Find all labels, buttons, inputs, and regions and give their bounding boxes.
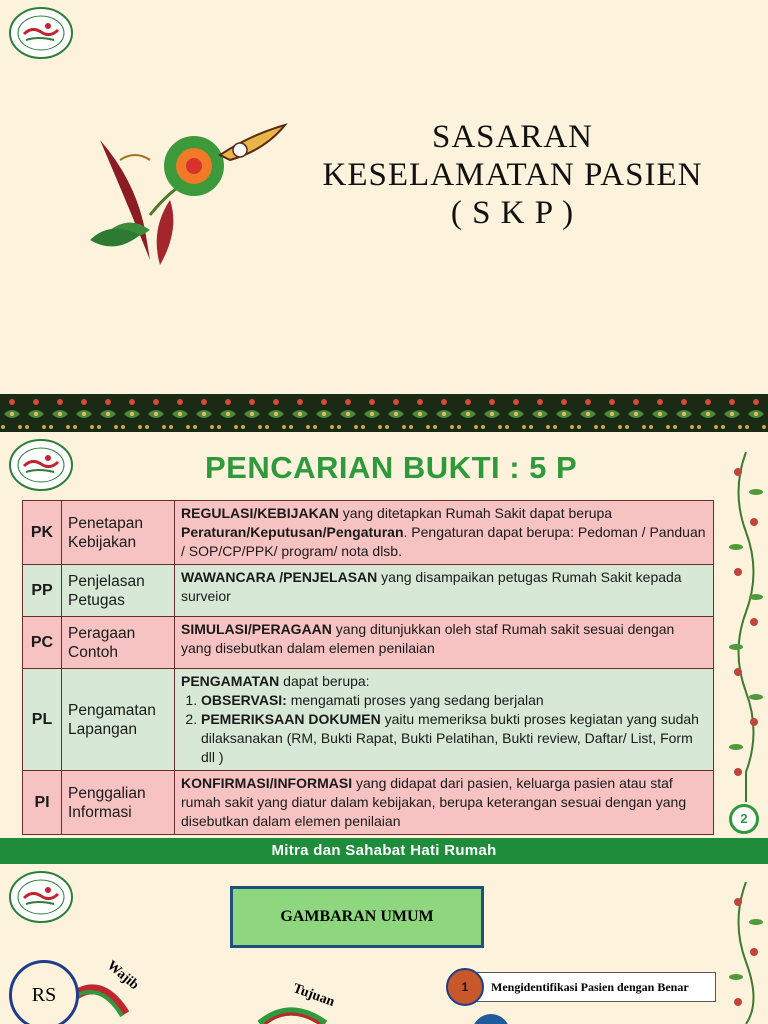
overview-box: GAMBARAN UMUM xyxy=(230,886,484,948)
desc-text: yang disampaikan petugas Rumah Sakit kepada surveior xyxy=(181,569,682,604)
row-name: Penetapan Kebijakan xyxy=(62,501,175,565)
desc-bold: WAWANCARA /PENJELASAN xyxy=(181,569,378,585)
slide-heading: PENCARIAN BUKTI : 5 P xyxy=(205,450,578,485)
table-row xyxy=(23,565,714,617)
batik-divider xyxy=(0,394,768,432)
foundation-logo xyxy=(8,438,74,492)
floral-ornament xyxy=(90,120,290,270)
row-description xyxy=(175,501,714,565)
slide-gambaran-umum xyxy=(0,864,768,1024)
table-row xyxy=(23,501,714,565)
desc-text: dapat berupa: xyxy=(279,673,370,689)
goal-item: Mengidentifikasi Pasien dengan Benar xyxy=(466,972,716,1002)
page-number-badge: 2 xyxy=(729,804,759,834)
title-line-2: KESELAMATAN PASIEN xyxy=(322,157,703,193)
title-line-1: SASARAN xyxy=(431,119,594,155)
table-row xyxy=(23,669,714,771)
row-description xyxy=(175,617,714,669)
footer-bar: Mitra dan Sahabat Hati Rumah xyxy=(0,838,768,864)
evidence-table xyxy=(22,500,714,835)
table-row xyxy=(23,771,714,835)
row-code: PC xyxy=(23,617,62,669)
slide-title-text xyxy=(300,118,725,232)
row-name: Penjelasan Petugas xyxy=(62,565,175,617)
desc-bold: SIMULASI/PERAGAAN xyxy=(181,621,332,637)
row-code: PK xyxy=(23,501,62,565)
observation-list xyxy=(181,691,707,767)
desc-bold: PENGAMATAN xyxy=(181,673,280,689)
desc-text-2: . Pengaturan dapat berupa: Pedoman / Panduan / SOP/CP/PPK/ program/ nota dlsb. xyxy=(181,524,706,559)
row-code: PP xyxy=(23,565,62,617)
item-bold: OBSERVASI: xyxy=(201,692,287,708)
vine-ornament xyxy=(726,882,766,1024)
goal-number: 1 xyxy=(446,968,484,1006)
item-bold: PEMERIKSAAN DOKUMEN xyxy=(201,711,381,727)
row-name: Peragaan Contoh xyxy=(62,617,175,669)
row-code: PL xyxy=(23,669,62,771)
item-text: mengamati proses yang sedang berjalan xyxy=(286,692,544,708)
list-item xyxy=(201,710,707,767)
desc-text: yang didapat dari pasien, keluarga pasien atau staf rumah sakit yang diatur dalam kebijakan, berupa keterangan sesuai dengan yang disebutkan dalam elemen penilaian xyxy=(181,775,687,829)
row-code: PI xyxy=(23,771,62,835)
desc-text: yang ditunjukkan oleh staf Rumah sakit sesuai dengan yang disebutkan dalam elemen penilaian xyxy=(181,621,675,656)
slide-pencarian-bukti xyxy=(0,432,768,838)
goal-number-2 xyxy=(472,1014,510,1024)
foundation-logo xyxy=(8,6,74,60)
table-row xyxy=(23,617,714,669)
row-description xyxy=(175,669,714,771)
desc-text: yang ditetapkan Rumah Sakit dapat berupa xyxy=(338,505,613,521)
rs-circle: RS xyxy=(9,960,79,1024)
list-item xyxy=(201,691,707,710)
desc-bold-2: Peraturan/Keputusan/Pengaturan xyxy=(181,524,404,540)
row-description xyxy=(175,565,714,617)
foundation-logo xyxy=(8,870,74,924)
item-text: yaitu memeriksa bukti proses kegiatan yang sudah dilaksanakan (RM, Bukti Rapat, Bukti Pelatihan, Bukti review, Daftar/ List, Form dll ) xyxy=(201,711,699,765)
vine-ornament xyxy=(726,452,766,802)
desc-bold: KONFIRMASI/INFORMASI xyxy=(181,775,353,791)
desc-bold: REGULASI/KEBIJAKAN xyxy=(181,505,339,521)
title-line-3: ( S K P ) xyxy=(450,195,575,231)
label-tujuan: Tujuan xyxy=(290,981,337,1010)
row-name: Pengamatan Lapangan xyxy=(62,669,175,771)
row-description xyxy=(175,771,714,835)
slide-title xyxy=(0,0,768,394)
label-wajib: Wajib xyxy=(103,958,142,994)
row-name: Penggalian Informasi xyxy=(62,771,175,835)
